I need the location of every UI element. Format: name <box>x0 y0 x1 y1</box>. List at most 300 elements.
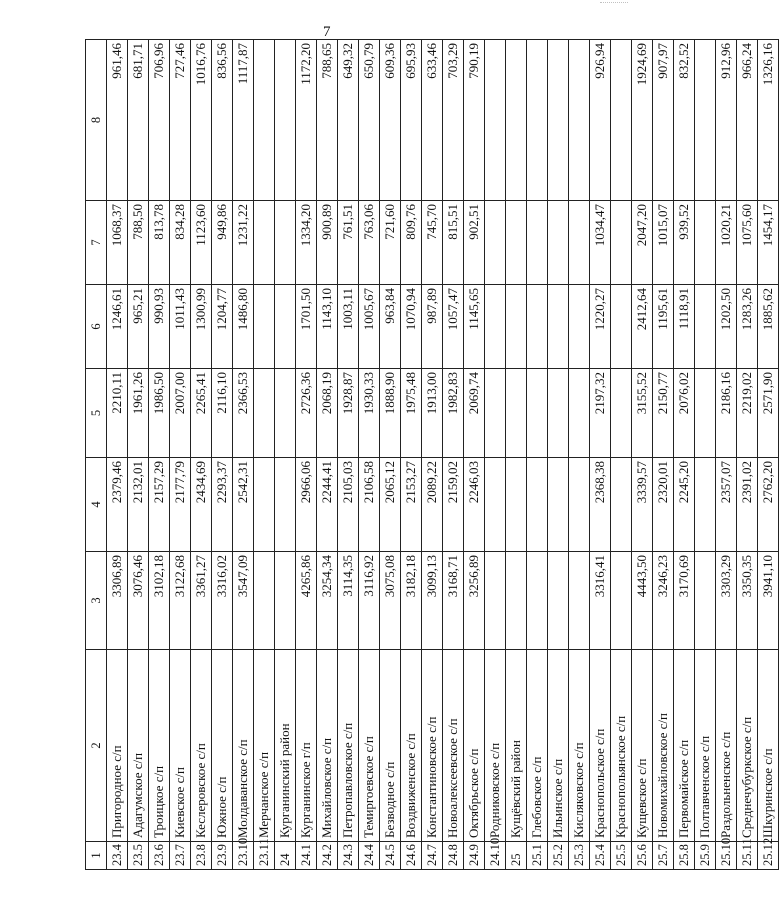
value-cell: 961,46 <box>107 40 128 201</box>
row-name-cell: Кисляковское с/п <box>569 650 590 842</box>
row-code-cell: 25.8 <box>674 842 695 870</box>
corner-mark <box>600 2 628 11</box>
table-row <box>611 40 632 870</box>
rotated-table-wrapper <box>85 40 775 870</box>
value-cell: 3116,92 <box>359 552 380 650</box>
row-name-cell: Пригородное с/п <box>107 650 128 842</box>
row-code-cell: 24.8 <box>443 842 464 870</box>
value-cell <box>254 201 275 285</box>
value-cell: 3303,29 <box>716 552 737 650</box>
value-cell: 3182,18 <box>401 552 422 650</box>
value-cell: 1326,16 <box>758 40 779 201</box>
table-row <box>632 40 653 870</box>
value-cell: 1034,47 <box>590 201 611 285</box>
row-name-cell: Среднечубуркское с/п <box>737 650 758 842</box>
value-cell: 900,89 <box>317 201 338 285</box>
value-cell <box>695 552 716 650</box>
value-cell <box>254 458 275 552</box>
row-code-cell: 23.7 <box>170 842 191 870</box>
row-code-cell: 24.4 <box>359 842 380 870</box>
value-cell: 3316,41 <box>590 552 611 650</box>
table-row <box>758 40 779 870</box>
row-name-cell: Кущевское с/п <box>632 650 653 842</box>
header-cell: 7 <box>86 201 107 285</box>
value-cell: 2186,16 <box>716 369 737 458</box>
table-row <box>422 40 443 870</box>
row-name-cell: Краснопольянское с/п <box>611 650 632 842</box>
row-name-cell: Новоалексеевское с/п <box>443 650 464 842</box>
table-row <box>443 40 464 870</box>
value-cell: 907,97 <box>653 40 674 201</box>
row-name-cell: Первомайское с/п <box>674 650 695 842</box>
value-cell: 1334,20 <box>296 201 317 285</box>
row-name-cell: Краснопольское с/п <box>590 650 611 842</box>
header-cell: 4 <box>86 458 107 552</box>
value-cell: 809,76 <box>401 201 422 285</box>
table-row <box>695 40 716 870</box>
value-cell <box>485 285 506 369</box>
value-cell <box>695 369 716 458</box>
row-code-cell: 23.8 <box>191 842 212 870</box>
header-row <box>86 40 107 870</box>
value-cell: 1986,50 <box>149 369 170 458</box>
table-row <box>338 40 359 870</box>
table-row <box>464 40 485 870</box>
value-cell: 695,93 <box>401 40 422 201</box>
value-cell: 2320,01 <box>653 458 674 552</box>
table-row <box>212 40 233 870</box>
row-code-cell: 23.4 <box>107 842 128 870</box>
row-name-cell: Новомихайловское с/п <box>653 650 674 842</box>
row-name-cell: Воздвиженское с/п <box>401 650 422 842</box>
value-cell: 2177,79 <box>170 458 191 552</box>
value-cell: 2157,29 <box>149 458 170 552</box>
value-cell <box>548 40 569 201</box>
value-cell: 763,06 <box>359 201 380 285</box>
value-cell: 2150,77 <box>653 369 674 458</box>
row-name-cell: Михайловское с/п <box>317 650 338 842</box>
value-cell: 836,56 <box>212 40 233 201</box>
row-code-cell: 25.2 <box>548 842 569 870</box>
table-row <box>401 40 422 870</box>
row-name-cell: Родниковское с/п <box>485 650 506 842</box>
value-cell: 3350,35 <box>737 552 758 650</box>
row-name-cell: Молдаванское с/п <box>233 650 254 842</box>
value-cell: 1003,11 <box>338 285 359 369</box>
value-cell <box>695 201 716 285</box>
value-cell: 1283,26 <box>737 285 758 369</box>
value-cell: 2047,20 <box>632 201 653 285</box>
value-cell: 2106,58 <box>359 458 380 552</box>
value-cell: 721,60 <box>380 201 401 285</box>
row-name-cell: Раздольненское с/п <box>716 650 737 842</box>
value-cell: 633,46 <box>422 40 443 201</box>
value-cell: 2245,20 <box>674 458 695 552</box>
value-cell <box>485 40 506 201</box>
value-cell <box>485 201 506 285</box>
value-cell: 2762,20 <box>758 458 779 552</box>
value-cell: 609,36 <box>380 40 401 201</box>
value-cell: 3168,71 <box>443 552 464 650</box>
value-cell <box>611 201 632 285</box>
row-name-cell: Кущёвский район <box>506 650 527 842</box>
value-cell: 1202,50 <box>716 285 737 369</box>
row-code-cell: 25.4 <box>590 842 611 870</box>
table-row <box>569 40 590 870</box>
row-name-cell: Южное с/п <box>212 650 233 842</box>
value-cell: 649,32 <box>338 40 359 201</box>
value-cell: 1204,77 <box>212 285 233 369</box>
value-cell: 1075,60 <box>737 201 758 285</box>
value-cell: 745,70 <box>422 201 443 285</box>
value-cell: 1930,33 <box>359 369 380 458</box>
value-cell: 832,52 <box>674 40 695 201</box>
table-row <box>485 40 506 870</box>
value-cell <box>548 201 569 285</box>
value-cell: 1913,00 <box>422 369 443 458</box>
value-cell: 813,78 <box>149 201 170 285</box>
value-cell: 681,71 <box>128 40 149 201</box>
row-name-cell: Мерчанское с/п <box>254 650 275 842</box>
row-code-cell: 24.6 <box>401 842 422 870</box>
value-cell: 761,51 <box>338 201 359 285</box>
value-cell <box>485 369 506 458</box>
value-cell <box>527 201 548 285</box>
value-cell: 2571,90 <box>758 369 779 458</box>
value-cell: 1246,61 <box>107 285 128 369</box>
value-cell: 1123,60 <box>191 201 212 285</box>
value-cell <box>254 369 275 458</box>
value-cell <box>506 285 527 369</box>
row-code-cell: 23.11 <box>254 842 275 870</box>
header-cell: 2 <box>86 650 107 842</box>
row-code-cell: 24.2 <box>317 842 338 870</box>
value-cell: 3256,89 <box>464 552 485 650</box>
value-cell: 2244,41 <box>317 458 338 552</box>
value-cell: 3547,09 <box>233 552 254 650</box>
value-cell: 790,19 <box>464 40 485 201</box>
value-cell <box>275 40 296 201</box>
table-row <box>149 40 170 870</box>
table-row <box>653 40 674 870</box>
row-name-cell: Глебовское с/п <box>527 650 548 842</box>
value-cell: 1070,94 <box>401 285 422 369</box>
row-name-cell: Шкуринское с/п <box>758 650 779 842</box>
row-name-cell: Троицкое с/п <box>149 650 170 842</box>
row-code-cell: 24.9 <box>464 842 485 870</box>
value-cell: 2246,03 <box>464 458 485 552</box>
value-cell: 2357,07 <box>716 458 737 552</box>
value-cell <box>695 40 716 201</box>
header-cell: 5 <box>86 369 107 458</box>
value-cell: 788,65 <box>317 40 338 201</box>
value-cell: 902,51 <box>464 201 485 285</box>
header-cell: 1 <box>86 842 107 870</box>
value-cell: 2412,64 <box>632 285 653 369</box>
value-cell: 1117,87 <box>233 40 254 201</box>
row-code-cell: 24 <box>275 842 296 870</box>
value-cell <box>275 458 296 552</box>
value-cell: 2210,11 <box>107 369 128 458</box>
value-cell: 2265,41 <box>191 369 212 458</box>
table-row <box>527 40 548 870</box>
value-cell: 926,94 <box>590 40 611 201</box>
value-cell: 2368,38 <box>590 458 611 552</box>
value-cell <box>506 552 527 650</box>
value-cell <box>527 40 548 201</box>
value-cell <box>527 369 548 458</box>
value-cell <box>485 552 506 650</box>
value-cell: 3316,02 <box>212 552 233 650</box>
value-cell: 1016,76 <box>191 40 212 201</box>
value-cell <box>569 201 590 285</box>
table-row <box>296 40 317 870</box>
table-row <box>233 40 254 870</box>
row-code-cell: 25.10 <box>716 842 737 870</box>
value-cell <box>611 285 632 369</box>
value-cell: 2366,53 <box>233 369 254 458</box>
value-cell <box>506 40 527 201</box>
value-cell: 939,52 <box>674 201 695 285</box>
row-code-cell: 24.7 <box>422 842 443 870</box>
table-row <box>128 40 149 870</box>
value-cell: 1118,91 <box>674 285 695 369</box>
value-cell: 1143,10 <box>317 285 338 369</box>
row-code-cell: 23.9 <box>212 842 233 870</box>
table-row <box>716 40 737 870</box>
table-row <box>107 40 128 870</box>
table-row <box>359 40 380 870</box>
value-cell <box>254 552 275 650</box>
value-cell: 650,79 <box>359 40 380 201</box>
row-code-cell: 25.11 <box>737 842 758 870</box>
value-cell: 3099,13 <box>422 552 443 650</box>
value-cell: 2379,46 <box>107 458 128 552</box>
value-cell: 1015,07 <box>653 201 674 285</box>
value-cell: 1885,62 <box>758 285 779 369</box>
value-cell <box>527 458 548 552</box>
row-name-cell: Курганинское г/п <box>296 650 317 842</box>
tariff-table <box>85 39 779 870</box>
value-cell: 1220,27 <box>590 285 611 369</box>
row-name-cell: Петропавловское с/п <box>338 650 359 842</box>
value-cell: 1982,83 <box>443 369 464 458</box>
value-cell: 2065,12 <box>380 458 401 552</box>
value-cell: 2966,06 <box>296 458 317 552</box>
value-cell: 912,96 <box>716 40 737 201</box>
table-row <box>191 40 212 870</box>
value-cell: 1961,26 <box>128 369 149 458</box>
row-code-cell: 25 <box>506 842 527 870</box>
value-cell: 3075,08 <box>380 552 401 650</box>
row-code-cell: 23.5 <box>128 842 149 870</box>
header-cell: 8 <box>86 40 107 201</box>
value-cell <box>611 458 632 552</box>
value-cell: 3339,57 <box>632 458 653 552</box>
row-code-cell: 24.1 <box>296 842 317 870</box>
table-row <box>674 40 695 870</box>
row-code-cell: 23.6 <box>149 842 170 870</box>
value-cell: 834,28 <box>170 201 191 285</box>
row-code-cell: 24.3 <box>338 842 359 870</box>
value-cell: 3155,52 <box>632 369 653 458</box>
value-cell: 703,29 <box>443 40 464 201</box>
value-cell: 2153,27 <box>401 458 422 552</box>
value-cell: 2132,01 <box>128 458 149 552</box>
table-row <box>317 40 338 870</box>
value-cell: 3114,35 <box>338 552 359 650</box>
value-cell: 3254,34 <box>317 552 338 650</box>
value-cell: 1486,80 <box>233 285 254 369</box>
value-cell: 1195,61 <box>653 285 674 369</box>
value-cell: 2089,22 <box>422 458 443 552</box>
value-cell: 3102,18 <box>149 552 170 650</box>
value-cell <box>254 285 275 369</box>
row-name-cell: Безводное с/п <box>380 650 401 842</box>
value-cell: 966,24 <box>737 40 758 201</box>
value-cell: 1057,47 <box>443 285 464 369</box>
row-name-cell: Темиргоевское с/п <box>359 650 380 842</box>
value-cell <box>695 458 716 552</box>
value-cell <box>527 552 548 650</box>
value-cell <box>275 285 296 369</box>
row-code-cell: 25.9 <box>695 842 716 870</box>
table-body <box>86 40 779 870</box>
value-cell: 2116,10 <box>212 369 233 458</box>
value-cell: 788,50 <box>128 201 149 285</box>
value-cell <box>569 369 590 458</box>
value-cell: 2391,02 <box>737 458 758 552</box>
value-cell: 1005,67 <box>359 285 380 369</box>
value-cell <box>485 458 506 552</box>
table-row <box>254 40 275 870</box>
value-cell: 2068,19 <box>317 369 338 458</box>
row-code-cell: 23.10 <box>233 842 254 870</box>
value-cell: 2159,02 <box>443 458 464 552</box>
row-code-cell: 25.12 <box>758 842 779 870</box>
value-cell <box>506 201 527 285</box>
value-cell: 1928,87 <box>338 369 359 458</box>
value-cell: 3361,27 <box>191 552 212 650</box>
value-cell <box>569 552 590 650</box>
row-name-cell: Константиновское с/п <box>422 650 443 842</box>
page-number: 7 <box>323 24 331 40</box>
table-row <box>548 40 569 870</box>
value-cell <box>569 458 590 552</box>
row-code-cell: 24.10 <box>485 842 506 870</box>
value-cell: 2076,02 <box>674 369 695 458</box>
row-name-cell: Полтавченское с/п <box>695 650 716 842</box>
value-cell: 1011,43 <box>170 285 191 369</box>
header-cell: 6 <box>86 285 107 369</box>
value-cell <box>611 552 632 650</box>
value-cell: 727,46 <box>170 40 191 201</box>
row-name-cell: Ильинское с/п <box>548 650 569 842</box>
row-code-cell: 25.3 <box>569 842 590 870</box>
table-row <box>737 40 758 870</box>
value-cell: 2434,69 <box>191 458 212 552</box>
header-cell: 3 <box>86 552 107 650</box>
value-cell: 1172,20 <box>296 40 317 201</box>
value-cell: 1888,90 <box>380 369 401 458</box>
value-cell <box>548 369 569 458</box>
value-cell <box>275 201 296 285</box>
value-cell: 990,93 <box>149 285 170 369</box>
value-cell: 3306,89 <box>107 552 128 650</box>
value-cell <box>548 285 569 369</box>
value-cell: 1454,17 <box>758 201 779 285</box>
value-cell: 1020,21 <box>716 201 737 285</box>
value-cell: 706,96 <box>149 40 170 201</box>
value-cell <box>254 40 275 201</box>
value-cell: 1231,22 <box>233 201 254 285</box>
table-row <box>506 40 527 870</box>
value-cell: 3122,68 <box>170 552 191 650</box>
value-cell: 2197,32 <box>590 369 611 458</box>
value-cell <box>611 369 632 458</box>
row-code-cell: 25.6 <box>632 842 653 870</box>
table-row <box>275 40 296 870</box>
value-cell: 1924,69 <box>632 40 653 201</box>
value-cell: 3170,69 <box>674 552 695 650</box>
value-cell: 2293,37 <box>212 458 233 552</box>
value-cell <box>506 369 527 458</box>
value-cell: 1068,37 <box>107 201 128 285</box>
value-cell: 2542,31 <box>233 458 254 552</box>
value-cell: 2105,03 <box>338 458 359 552</box>
row-code-cell: 24.5 <box>380 842 401 870</box>
value-cell: 949,86 <box>212 201 233 285</box>
value-cell <box>275 552 296 650</box>
value-cell: 3941,10 <box>758 552 779 650</box>
value-cell: 4265,86 <box>296 552 317 650</box>
value-cell <box>548 552 569 650</box>
value-cell: 1300,99 <box>191 285 212 369</box>
table-row <box>590 40 611 870</box>
row-code-cell: 25.5 <box>611 842 632 870</box>
table-row <box>170 40 191 870</box>
value-cell: 965,21 <box>128 285 149 369</box>
value-cell: 1975,48 <box>401 369 422 458</box>
row-code-cell: 25.7 <box>653 842 674 870</box>
value-cell: 4443,50 <box>632 552 653 650</box>
value-cell: 1145,65 <box>464 285 485 369</box>
value-cell <box>548 458 569 552</box>
value-cell: 1701,50 <box>296 285 317 369</box>
value-cell: 2007,00 <box>170 369 191 458</box>
value-cell <box>695 285 716 369</box>
value-cell <box>569 40 590 201</box>
value-cell <box>275 369 296 458</box>
table-row <box>380 40 401 870</box>
value-cell: 3246,23 <box>653 552 674 650</box>
value-cell: 2069,74 <box>464 369 485 458</box>
value-cell <box>569 285 590 369</box>
row-name-cell: Адагумское с/п <box>128 650 149 842</box>
value-cell: 3076,46 <box>128 552 149 650</box>
row-name-cell: Кеслеровское с/п <box>191 650 212 842</box>
value-cell: 2726,36 <box>296 369 317 458</box>
value-cell <box>506 458 527 552</box>
row-name-cell: Курганинский район <box>275 650 296 842</box>
value-cell: 963,84 <box>380 285 401 369</box>
value-cell: 815,51 <box>443 201 464 285</box>
value-cell: 2219,02 <box>737 369 758 458</box>
row-name-cell: Киевское с/п <box>170 650 191 842</box>
value-cell: 987,89 <box>422 285 443 369</box>
row-code-cell: 25.1 <box>527 842 548 870</box>
row-name-cell: Октябрьское с/п <box>464 650 485 842</box>
